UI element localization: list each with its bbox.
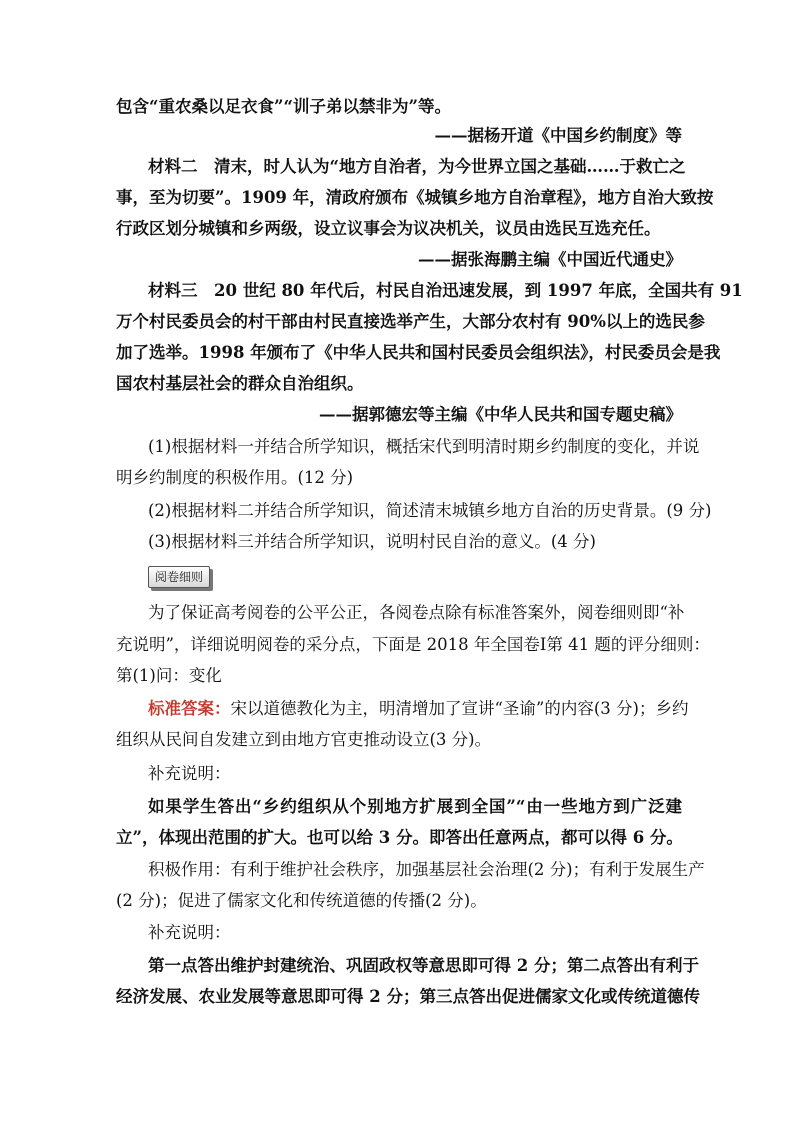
standard-answer-line-1 <box>148 698 689 720</box>
grading-intro-line-1: 为了保证高考阅卷的公平公正，各阅卷点除有标准答案外，阅卷细则即“补 <box>148 603 685 622</box>
standard-answer-label: 标准答案： <box>148 699 231 718</box>
source-citation-3: ——据郭德宏等主编《中华人民共和国专题史稿》 <box>319 405 682 424</box>
grading-rules-badge: 阅卷细则 <box>148 566 210 588</box>
question-1-line-2: 明乡约制度的积极作用。(12 分) <box>116 468 354 487</box>
supplement-2-line-1: 第一点答出维护封建统治、巩固政权等意思即可得 2 分；第二点答出有利于 <box>148 956 699 975</box>
positive-role-line-2: (2 分)；促进了儒家文化和传统道德的传播(2 分)。 <box>116 891 487 910</box>
material3-line-2: 万个村民委员会的村干部由村民直接选举产生，大部分农村有 90%以上的选民参 <box>116 312 705 331</box>
supplement-1-line-1: 如果学生答出“乡约组织从个别地方扩展到全国”“由一些地方到广泛建 <box>148 797 682 816</box>
material2-line-3: 行政区划分城镇和乡两级，设立议事会为议决机关，议员由选民互选充任。 <box>116 219 661 238</box>
material1-ending-line: 包含“重农桑以足衣食”“训子弟以禁非为”等。 <box>116 97 451 116</box>
source-citation-2: ——据张海鹏主编《中国近代通史》 <box>418 250 682 269</box>
supplement-2-line-2: 经济发展、农业发展等意思即可得 2 分；第三点答出促进儒家文化或传统道德传 <box>116 987 700 1006</box>
material2-line-2: 事，至为切要”。1909 年，清政府颁布《城镇乡地方自治章程》，地方自治大致按 <box>116 188 714 207</box>
supplement-1-line-2: 立”，体现出范围的扩大。也可以给 3 分。即答出任意两点，都可以得 6 分。 <box>116 828 683 847</box>
standard-answer-text: 宋以道德教化为主，明清增加了宣讲“圣谕”的内容(3 分)；乡约 <box>230 699 689 718</box>
standard-answer-line-2: 组织从民间自发建立到由地方官吏推动设立(3 分)。 <box>116 730 492 749</box>
material3-line-4: 国农村基层社会的群众自治组织。 <box>116 374 364 393</box>
question-1-line-1: (1)根据材料一并结合所学知识，概括宋代到明清时期乡约制度的变化，并说 <box>148 437 700 456</box>
material3-line-3: 加了选举。1998 年颁布了《中华人民共和国村民委员会组织法》，村民委员会是我 <box>116 343 721 362</box>
question-3: (3)根据材料三并结合所学知识，说明村民自治的意义。(4 分) <box>148 532 596 551</box>
part-1-change-heading: 第(1)问：变化 <box>116 666 222 685</box>
source-citation-1: ——据杨开道《中国乡约制度》等 <box>434 126 682 145</box>
supplement-label-1: 补充说明： <box>148 764 231 783</box>
positive-role-line-1: 积极作用：有利于维护社会秩序，加强基层社会治理(2 分)；有利于发展生产 <box>148 860 705 879</box>
supplement-label-2: 补充说明： <box>148 923 231 942</box>
grading-intro-line-2: 充说明”，详细说明阅卷的采分点，下面是 2018 年全国卷Ⅰ第 41 题的评分细则： <box>116 635 710 654</box>
question-2: (2)根据材料二并结合所学知识，简述清末城镇乡地方自治的历史背景。(9 分) <box>148 501 712 520</box>
material3-line-1: 材料三 20 世纪 80 年代后，村民自治迅速发展，到 1997 年底，全国共有 91 <box>148 281 743 300</box>
material2-line-1: 材料二 清末，时人认为“地方自治者，为今世界立国之基础……于救亡之 <box>148 157 686 176</box>
